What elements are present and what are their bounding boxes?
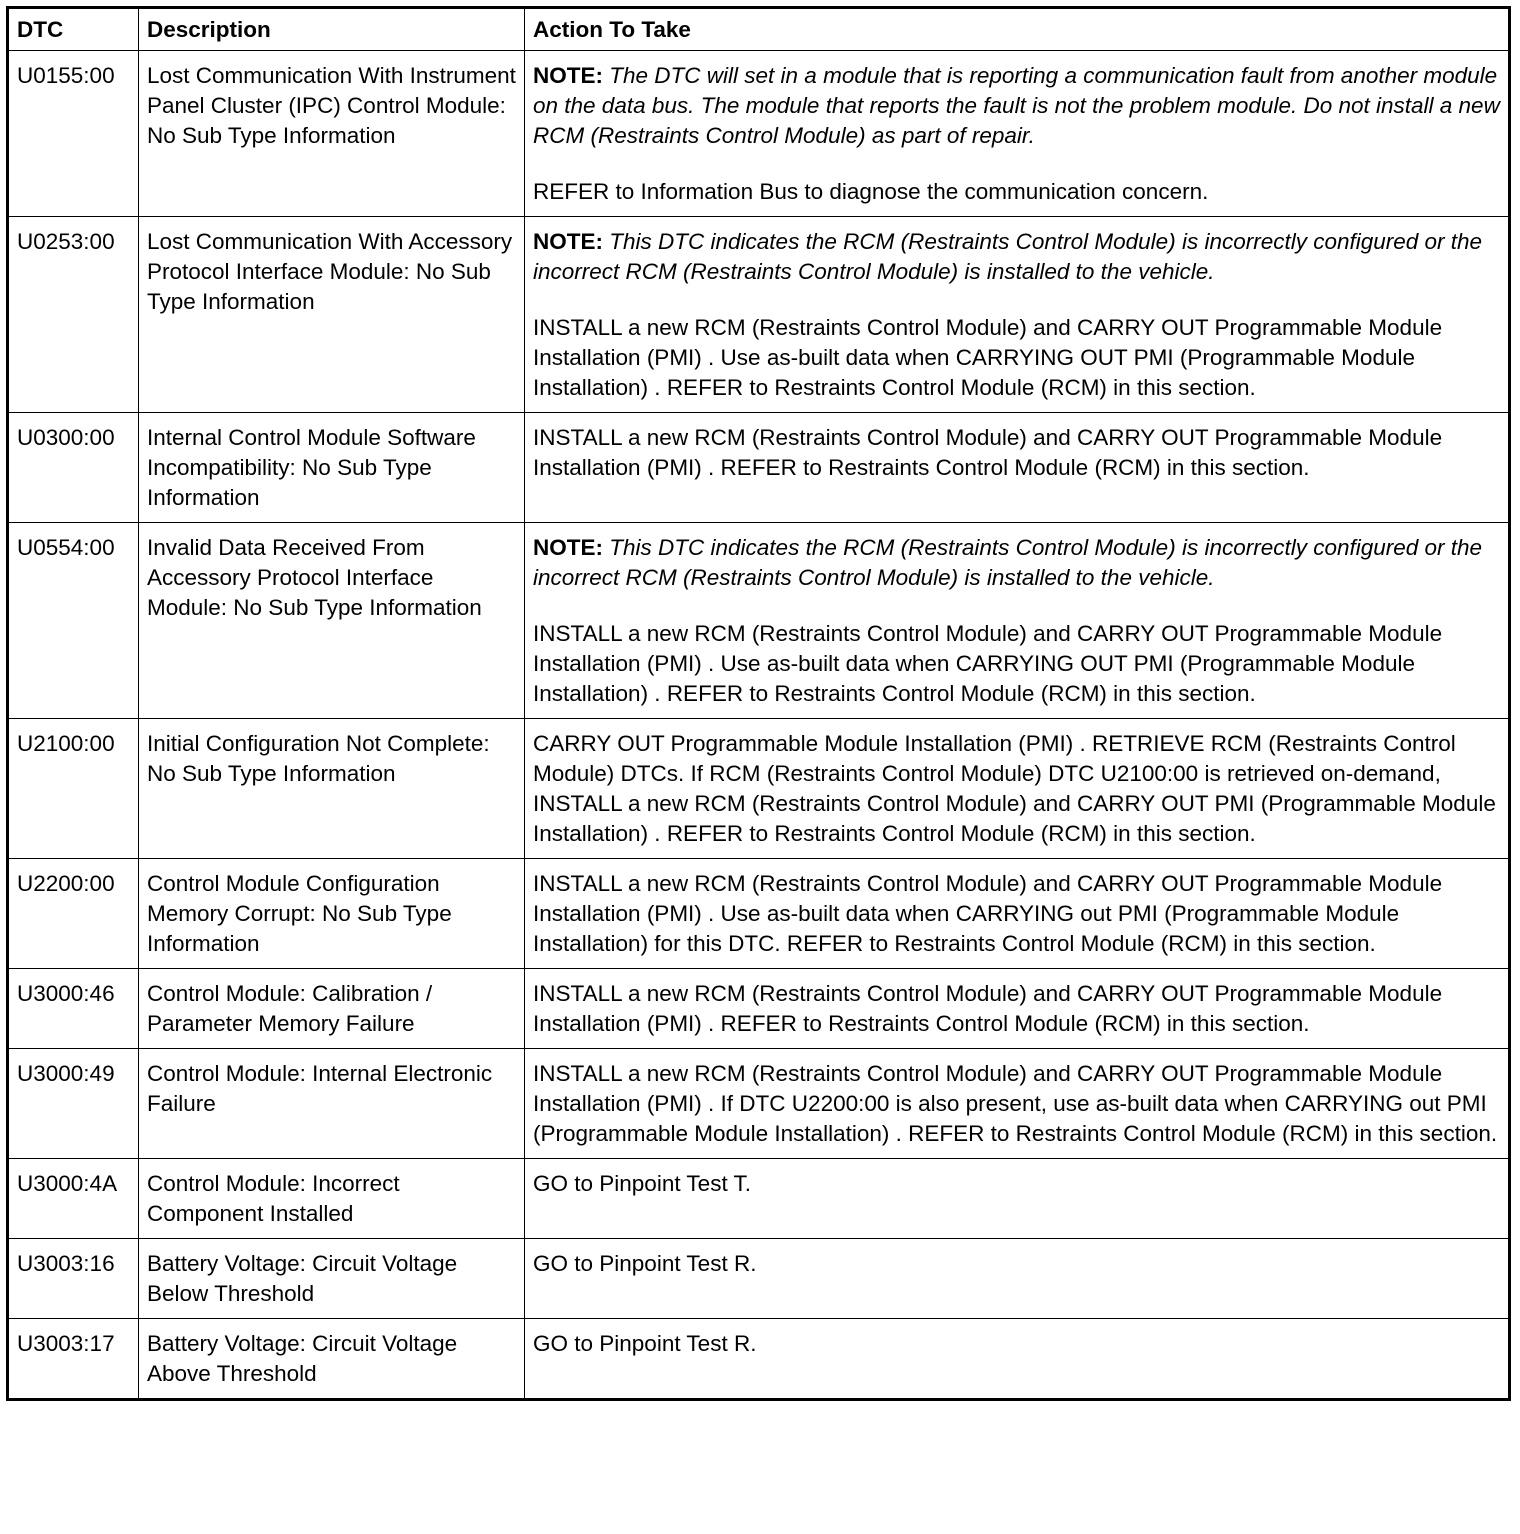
action-cell <box>525 1239 1510 1319</box>
dtc-table <box>6 6 1511 1401</box>
dtc-description: Lost Communication With Instrument Panel Cluster (IPC) Control Module: No Sub Type Information <box>139 51 525 217</box>
action-cell <box>525 523 1510 719</box>
note-text: This DTC indicates the RCM (Restraints Control Module) is incorrectly configured or the incorrect RCM (Restraints Control Module) is installed to the vehicle. <box>533 535 1483 590</box>
header-description: Description <box>139 8 525 51</box>
action-text: INSTALL a new RCM (Restraints Control Module) and CARRY OUT Programmable Module Installation (PMI) . Use as-built data when CARRYING OUT PMI (Programmable Module Installation) . REFER to Restraints Control Module (RCM) in this section. <box>533 315 1443 400</box>
action-text: GO to Pinpoint Test T. <box>533 1171 752 1196</box>
dtc-code: U0300:00 <box>8 413 139 523</box>
action-cell <box>525 217 1510 413</box>
action-text: INSTALL a new RCM (Restraints Control Module) and CARRY OUT Programmable Module Installation (PMI) . Use as-built data when CARRYING out PMI (Programmable Module Installation) for this DTC. REFER to Restraints Control Module (RCM) in this section. <box>533 871 1443 956</box>
note-label: NOTE: <box>533 63 603 88</box>
dtc-description: Battery Voltage: Circuit Voltage Below Threshold <box>139 1239 525 1319</box>
table-body <box>8 51 1510 1400</box>
note <box>533 227 1500 287</box>
table-row <box>8 1319 1510 1400</box>
dtc-code: U2200:00 <box>8 859 139 969</box>
table-row <box>8 523 1510 719</box>
dtc-code: U3003:16 <box>8 1239 139 1319</box>
dtc-description: Invalid Data Received From Accessory Protocol Interface Module: No Sub Type Information <box>139 523 525 719</box>
action-cell <box>525 1159 1510 1239</box>
dtc-table-container <box>6 6 1511 1401</box>
action-text: INSTALL a new RCM (Restraints Control Module) and CARRY OUT Programmable Module Installation (PMI) . If DTC U2200:00 is also present, use as-built data when CARRYING out PMI (Programmable Module Installation) . REFER to Restraints Control Module (RCM) in this section. <box>533 1061 1498 1146</box>
action-cell <box>525 1319 1510 1400</box>
table-row <box>8 719 1510 859</box>
note-text: This DTC indicates the RCM (Restraints Control Module) is incorrectly configured or the incorrect RCM (Restraints Control Module) is installed to the vehicle. <box>533 229 1483 284</box>
action-text: GO to Pinpoint Test R. <box>533 1251 757 1276</box>
dtc-description: Control Module: Incorrect Component Installed <box>139 1159 525 1239</box>
table-row <box>8 217 1510 413</box>
dtc-code: U3003:17 <box>8 1319 139 1400</box>
note <box>533 533 1500 593</box>
note-text: The DTC will set in a module that is reporting a communication fault from another module on the data bus. The module that reports the fault is not the problem module. Do not install a new RCM (Restraints Control Module) as part of repair. <box>533 63 1500 148</box>
table-header <box>8 8 1510 51</box>
table-row <box>8 1159 1510 1239</box>
action-text: GO to Pinpoint Test R. <box>533 1331 757 1356</box>
action-cell <box>525 969 1510 1049</box>
table-row <box>8 1049 1510 1159</box>
action-cell <box>525 1049 1510 1159</box>
table-row <box>8 859 1510 969</box>
dtc-code: U3000:4A <box>8 1159 139 1239</box>
dtc-description: Control Module: Calibration / Parameter Memory Failure <box>139 969 525 1049</box>
note-label: NOTE: <box>533 535 603 560</box>
action-cell <box>525 51 1510 217</box>
dtc-code: U0554:00 <box>8 523 139 719</box>
table-row <box>8 969 1510 1049</box>
dtc-code: U3000:46 <box>8 969 139 1049</box>
dtc-description: Initial Configuration Not Complete: No Sub Type Information <box>139 719 525 859</box>
action-cell <box>525 859 1510 969</box>
dtc-description: Control Module: Internal Electronic Failure <box>139 1049 525 1159</box>
action-text: CARRY OUT Programmable Module Installation (PMI) . RETRIEVE RCM (Restraints Control Module) DTCs. If RCM (Restraints Control Module) DTC U2100:00 is retrieved on-demand, INSTALL a new RCM (Restraints Control Module) and CARRY OUT PMI (Programmable Module Installation) . REFER to Restraints Control Module (RCM) in this section. <box>533 731 1496 846</box>
dtc-description: Battery Voltage: Circuit Voltage Above Threshold <box>139 1319 525 1400</box>
note <box>533 61 1500 151</box>
header-dtc: DTC <box>8 8 139 51</box>
table-row <box>8 1239 1510 1319</box>
action-cell <box>525 413 1510 523</box>
dtc-code: U3000:49 <box>8 1049 139 1159</box>
action-text: INSTALL a new RCM (Restraints Control Module) and CARRY OUT Programmable Module Installation (PMI) . Use as-built data when CARRYING OUT PMI (Programmable Module Installation) . REFER to Restraints Control Module (RCM) in this section. <box>533 621 1443 706</box>
note-label: NOTE: <box>533 229 603 254</box>
table-row <box>8 51 1510 217</box>
dtc-code: U0253:00 <box>8 217 139 413</box>
dtc-description: Lost Communication With Accessory Protocol Interface Module: No Sub Type Information <box>139 217 525 413</box>
action-cell <box>525 719 1510 859</box>
action-text: INSTALL a new RCM (Restraints Control Module) and CARRY OUT Programmable Module Installation (PMI) . REFER to Restraints Control Module (RCM) in this section. <box>533 981 1443 1036</box>
action-text: REFER to Information Bus to diagnose the communication concern. <box>533 179 1209 204</box>
dtc-code: U0155:00 <box>8 51 139 217</box>
table-row <box>8 413 1510 523</box>
header-action: Action To Take <box>525 8 1510 51</box>
header-row <box>8 8 1510 51</box>
action-text: INSTALL a new RCM (Restraints Control Module) and CARRY OUT Programmable Module Installation (PMI) . REFER to Restraints Control Module (RCM) in this section. <box>533 425 1443 480</box>
dtc-description: Control Module Configuration Memory Corrupt: No Sub Type Information <box>139 859 525 969</box>
dtc-code: U2100:00 <box>8 719 139 859</box>
dtc-description: Internal Control Module Software Incompatibility: No Sub Type Information <box>139 413 525 523</box>
